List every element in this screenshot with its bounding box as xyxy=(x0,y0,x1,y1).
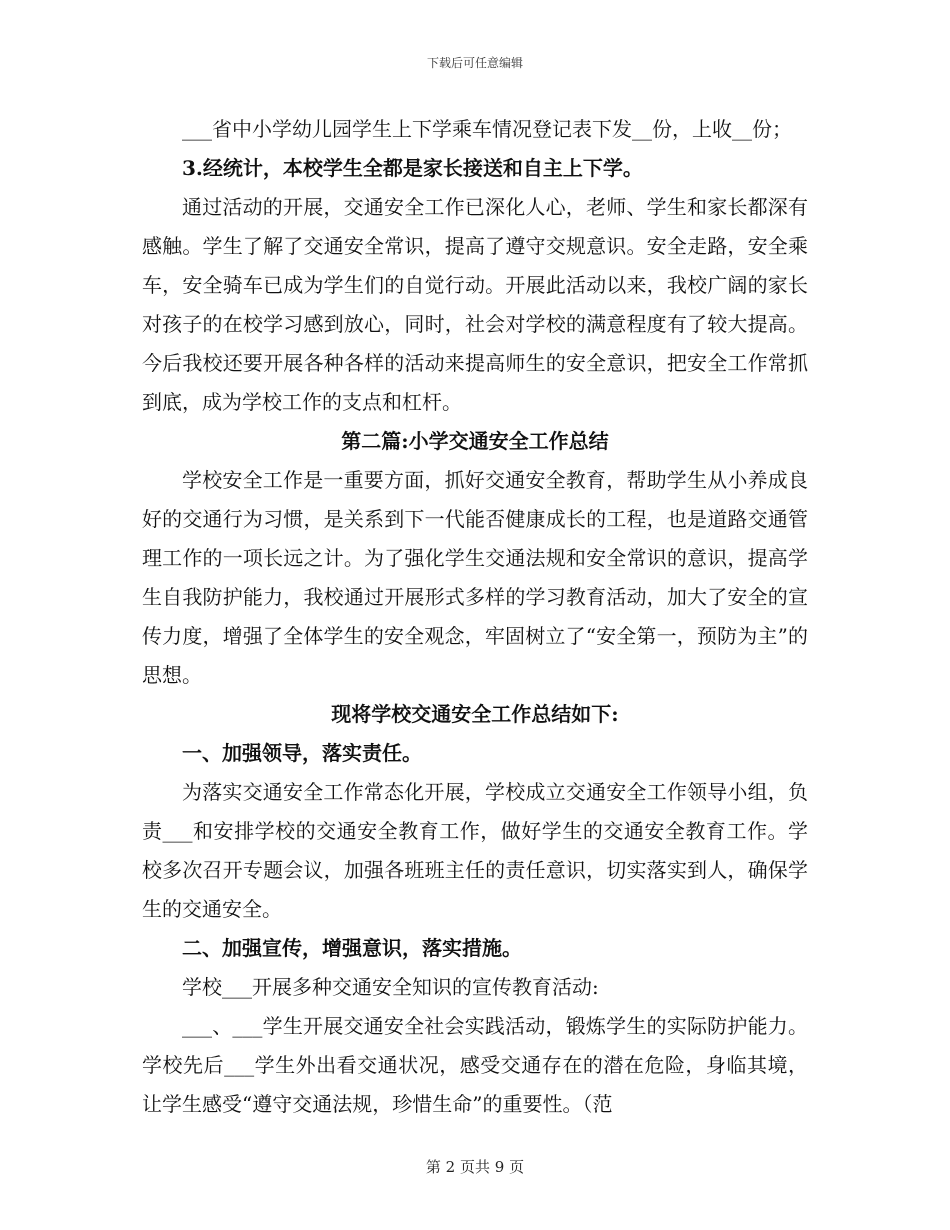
section-title: 第二篇:小学交通安全工作总结 xyxy=(341,429,609,453)
document-body xyxy=(142,110,808,1124)
page-footer: 第 2 页共 9 页 xyxy=(425,1158,525,1176)
paragraph-publicity: 学校___开展多种交通安全知识的宣传教育活动: xyxy=(182,975,599,999)
summary-heading: 现将学校交通安全工作总结如下: xyxy=(331,702,619,726)
section-heading-1: 一、加强领导，落实责任。 xyxy=(182,741,422,765)
paragraph-leadership: 为落实交通安全工作常态化开展，学校成立交通安全工作领导小组，负责___和安排学校的交通安全教育工作，做好学生的交通安全教育工作。学校多次召开专题会议，加强各班班主任的责任意识，切实落实到人，确保学生的交通安全。 xyxy=(142,780,808,921)
section-heading-2: 二、加强宣传，增强意识，落实措施。 xyxy=(182,936,522,960)
paragraph-intro: 学校安全工作是一重要方面，抓好交通安全教育，帮助学生从小养成良好的交通行为习惯，是关系到下一代能否健康成长的工程，也是道路交通管理工作的一项长远之计。为了强化学生交通法规和安全常识的意识，提高学生自我防护能力，我校通过开展形式多样的学习教育活动，加大了安全的宣传力度，增强了全体学生的安全观念，牢固树立了“安全第一，预防为主”的思想。 xyxy=(142,468,808,687)
paragraph-registration: ___省中小学幼儿园学生上下学乘车情况登记表下发__份，上收__份； xyxy=(182,117,792,141)
page-header: 下载后可任意编辑 xyxy=(426,56,523,70)
paragraph-results: 通过活动的开展，交通安全工作已深化人心，老师、学生和家长都深有感触。学生了解了交通安全常识，提高了遵守交规意识。安全走路，安全乘车，安全骑车已成为学生们的自觉行动。开展此活动以来，我校广阔的家长对孩子的在校学习感到放心，同时，社会对学校的满意程度有了较大提高。今后我校还要开展各种各样的活动来提高师生的安全意识，把安全工作常抓到底，成为学校工作的支点和杠杆。 xyxy=(142,195,808,414)
paragraph-practice: ___、___学生开展交通安全社会实践活动，锻炼学生的实际防护能力。学校先后___学生外出看交通状况，感受交通存在的潜在危险，身临其境，让学生感受“遵守交通法规，珍惜生命”的重要性。（范 xyxy=(142,1014,808,1116)
paragraph-statistics: 3.经统计，本校学生全都是家长接送和自主上下学。 xyxy=(182,156,643,180)
